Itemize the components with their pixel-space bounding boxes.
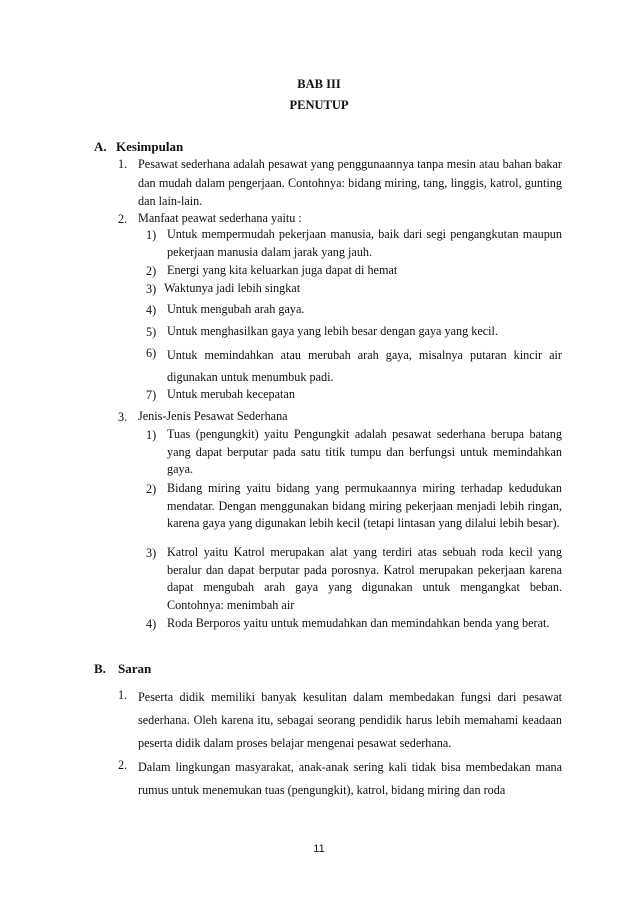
sublist-number: 4) bbox=[146, 617, 157, 631]
list-number: 2. bbox=[118, 758, 128, 772]
list-number: 1. bbox=[118, 157, 128, 171]
list-item: Jenis-Jenis Pesawat Sederhana bbox=[138, 409, 288, 423]
sublist-number: 3) bbox=[146, 546, 157, 560]
list-item: Manfaat peawat sederhana yaitu : bbox=[138, 211, 302, 225]
sublist-item: Bidang miring yaitu bidang yang permukaannya miring terhadap kedudukan mendatar. Dengan menggunakan bidang miring pekerjaan menjadi lebih ringan, karena gaya yang digunakan lebih kecil (tetapi lintasan yang dilalui lebih besar). bbox=[167, 481, 562, 530]
sublist-item: Untuk mempermudah pekerjaan manusia, baik dari segi pengangkutan maupun pekerjaan manusia dalam jarak yang jauh. bbox=[167, 227, 562, 259]
list-item: Peserta didik memiliki banyak kesulitan dalam membedakan fungsi dari pesawat sederhana. Oleh karena itu, sebagai seorang pendidik harus lebih memahami keadaan peserta didik dalam proses belajar mengenai pesawat sederhana. bbox=[138, 690, 562, 750]
sublist-number: 5) bbox=[146, 325, 157, 339]
sublist-number: 1) bbox=[146, 228, 157, 242]
sublist-item: Untuk menghasilkan gaya yang lebih besar dengan gaya yang kecil. bbox=[167, 324, 498, 338]
list-number: 3. bbox=[118, 410, 128, 424]
section-a-heading: Kesimpulan bbox=[116, 139, 184, 154]
section-a-label: A. bbox=[94, 139, 107, 154]
sublist-item: Tuas (pengungkit) yaitu Pengungkit adalah pesawat sederhana berupa batang yang dapat berputar pada satu titik tumpu dan berfungsi untuk memindahkan gaya. bbox=[167, 427, 562, 476]
chapter-title: PENUTUP bbox=[289, 98, 349, 112]
list-number: 2. bbox=[118, 212, 128, 226]
sublist-number: 6) bbox=[146, 346, 157, 360]
list-number: 1. bbox=[118, 688, 128, 702]
sublist-number: 2) bbox=[146, 264, 157, 278]
page-number: 11 bbox=[313, 843, 325, 855]
sublist-number: 1) bbox=[146, 428, 157, 442]
sublist-item: Katrol yaitu Katrol merupakan alat yang terdiri atas sebuah roda kecil yang beralur dan dapat berputar pada porosnya. Katrol merupakan pekerjaan karena dapat mengubah arah gaya yang digunakan untuk mengangkat beban. Contohnya: menimbah air bbox=[167, 545, 562, 612]
sublist-number: 3) bbox=[146, 282, 157, 296]
sublist-item: Waktunya jadi lebih singkat bbox=[164, 281, 301, 295]
chapter-label: BAB III bbox=[297, 77, 341, 91]
section-b-heading: Saran bbox=[118, 661, 152, 676]
sublist-number: 2) bbox=[146, 482, 157, 496]
sublist-item: Untuk memindahkan atau merubah arah gaya, misalnya putaran kincir air digunakan untuk menumbuk padi. bbox=[167, 348, 562, 384]
list-item: Pesawat sederhana adalah pesawat yang penggunaannya tanpa mesin atau bahan bakar dan mudah dalam pengerjaan. Contohnya: bidang miring, tang, linggis, katrol, gunting dan lain-lain. bbox=[138, 157, 562, 208]
sublist-item: Untuk mengubah arah gaya. bbox=[167, 302, 305, 316]
sublist-number: 4) bbox=[146, 303, 157, 317]
sublist-item: Energi yang kita keluarkan juga dapat di hemat bbox=[167, 263, 398, 277]
section-b-label: B. bbox=[94, 661, 106, 676]
sublist-number: 7) bbox=[146, 388, 157, 402]
list-item: Dalam lingkungan masyarakat, anak-anak sering kali tidak bisa membedakan mana rumus untuk menemukan tuas (pengungkit), katrol, bidang miring dan roda bbox=[138, 760, 562, 797]
sublist-item: Untuk merubah kecepatan bbox=[167, 387, 295, 401]
sublist-item: Roda Berporos yaitu untuk memudahkan dan memindahkan benda yang berat. bbox=[167, 616, 550, 630]
